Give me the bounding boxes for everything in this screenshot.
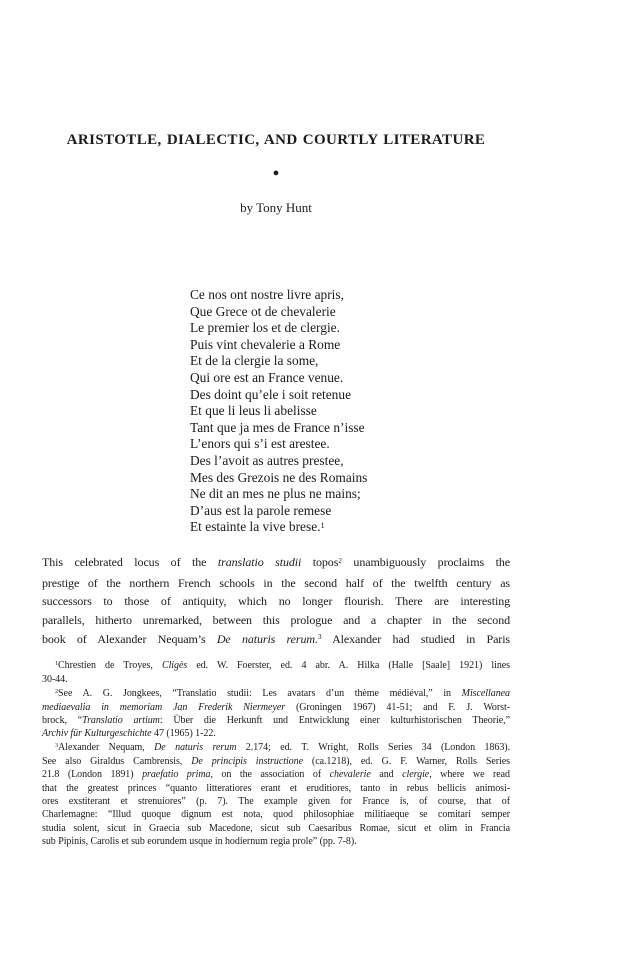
- text-segment: unambiguously proclaims the: [341, 555, 510, 569]
- text-segment: Et que li leus li abelisse: [190, 403, 317, 419]
- text-segment: Mes des Grezois ne des Romains: [190, 469, 368, 485]
- text-segment: sub Pipinis, Carolis et sub eorundem usque in hodiernum regia prole” (pp. 7-8).: [42, 835, 357, 847]
- body-text-line: [42, 553, 510, 574]
- text-segment: chevalerie: [329, 769, 371, 781]
- text-block: [42, 0, 510, 974]
- text-segment: Archiv für Kulturgeschichte: [42, 728, 152, 740]
- text-segment: clergie: [402, 769, 430, 781]
- poem-line: [190, 403, 510, 420]
- page-title: ARISTOTLE, DIALECTIC, AND COURTLY LITERATURE: [66, 132, 486, 148]
- footnote-line: [42, 659, 510, 673]
- footnote-line: [42, 741, 510, 755]
- poem-line: [190, 387, 510, 404]
- footnote-line: [42, 822, 510, 835]
- poem-line: [190, 304, 510, 321]
- text-segment: prestige of the northern French schools in the second half of the twelfth century as: [42, 575, 510, 590]
- text-segment: studia solent, sicut in Graecia sub Macedone, sicut sub Caesaribus Romae, sicut et olim in Francia: [42, 822, 510, 834]
- byline: by Tony Hunt: [240, 200, 312, 215]
- text-segment: Charlemagne: “Illud quoque dignum est nota, quod philosophiae militiaeque se comitari semper: [42, 809, 510, 821]
- text-segment: This celebrated locus of the: [42, 555, 218, 569]
- text-segment: 30-44.: [42, 674, 68, 686]
- poem-line: [190, 353, 510, 370]
- poem-line: [190, 519, 510, 538]
- text-segment: Cligès: [161, 660, 188, 671]
- poem-line: [190, 503, 510, 520]
- poem-line: [190, 420, 510, 437]
- footnote-1: [42, 659, 510, 687]
- poem-line: [190, 486, 510, 503]
- footnote-ref: 3: [55, 742, 59, 749]
- text-segment: De naturis rerum.: [216, 631, 318, 646]
- text-segment: Ne dit an mes ne plus ne mains;: [190, 486, 361, 502]
- text-segment: (ca.1218), ed. G. F. Warner, Rolls Series: [302, 756, 510, 768]
- footnote-line: [42, 782, 510, 795]
- footnote-line: [42, 795, 510, 808]
- poem-line: [190, 370, 510, 387]
- footnote-ref: 2: [55, 687, 59, 695]
- text-segment: 2.174; ed. T. Wright, Rolls Series 34 (London 1863).: [236, 741, 511, 753]
- footnote-line: [42, 701, 510, 714]
- footnote-line: [42, 673, 510, 686]
- text-segment: Miscellanea: [461, 687, 510, 699]
- poem-line: [190, 337, 510, 354]
- text-segment: and: [370, 769, 403, 781]
- text-segment: translatio studii: [217, 555, 302, 569]
- text-segment: Qui ore est an France venue.: [190, 369, 344, 385]
- text-segment: (Groningen 1967) 41-51; and F. J. Worst-: [285, 701, 510, 713]
- text-segment: , on the association of: [210, 769, 330, 781]
- footnote-line: [42, 687, 510, 701]
- footnote-2: [42, 687, 510, 741]
- text-segment: Chrestien de Troyes,: [58, 660, 162, 671]
- footnotes-block: [42, 659, 510, 848]
- poem-line: [190, 436, 510, 453]
- poem-line: [190, 287, 510, 304]
- footnote-ref: 2: [338, 555, 342, 565]
- text-segment: De principis instructione: [191, 756, 303, 768]
- text-segment: ores exstiterant et strenuiores” (p. 7). The example given for France is, of course, that of: [42, 795, 510, 807]
- text-segment: Que Grece ot de chevalerie: [190, 303, 336, 319]
- text-segment: Translatio artium: [82, 715, 160, 727]
- text-segment: Des l’avoit as autres prestee,: [190, 452, 344, 468]
- text-segment: Le premier los et de clergie.: [190, 320, 340, 336]
- footnote-ref: 3: [317, 632, 322, 642]
- footnote-line: [42, 835, 510, 848]
- text-segment: ed. W. Foerster, ed. 4 abr. A. Hilka (Halle [Saale] 1921) lines: [187, 660, 511, 671]
- text-segment: , where we read: [429, 769, 510, 781]
- text-segment: topos: [301, 555, 339, 569]
- poem-line: [190, 320, 510, 337]
- poem-line: [190, 470, 510, 487]
- text-segment: Et estainte la vive brese.: [190, 519, 321, 535]
- text-segment: Des doint qu’ele i soit retenue: [190, 386, 352, 402]
- footnote-line: [42, 714, 510, 727]
- text-segment: brock, “: [42, 715, 83, 727]
- section-separator-bullet-icon: ●: [272, 167, 280, 179]
- text-segment: 21.8 (London 1891): [42, 769, 143, 781]
- text-segment: that the greatest princes “quanto litteratiores erant et eruditiores, tanto in rebus bellicis animosi-: [42, 782, 510, 794]
- text-segment: 47 (1965) 1-22.: [151, 728, 216, 740]
- text-segment: See A. G. Jongkees, “Translatio studii: Les avatars d’un thème médiéval,” in: [58, 687, 462, 699]
- poem-block: [190, 287, 510, 538]
- text-segment: parallels, hitherto unremarked, between this prologue and a chapter in the second: [42, 613, 510, 628]
- text-segment: praefatio prima: [142, 769, 211, 781]
- text-segment: L’enors qui s’i est arestee.: [190, 436, 330, 452]
- text-segment: mediaevalia in memoriam Jan Frederik Niermeyer: [42, 701, 286, 713]
- poem-line: [190, 453, 510, 470]
- footnote-ref: 1: [320, 520, 325, 530]
- text-segment: Tant que ja mes de France n’isse: [190, 419, 365, 435]
- text-segment: Alexander had studied in Paris: [321, 631, 510, 646]
- footnote-line: [42, 727, 510, 740]
- text-segment: De naturis rerum: [154, 741, 237, 753]
- text-segment: See also Giraldus Cambrensis,: [42, 756, 192, 768]
- text-segment: Ce nos ont nostre livre apris,: [190, 287, 344, 302]
- text-segment: Puis vint chevalerie a Rome: [190, 336, 341, 352]
- body-text-line: [42, 630, 510, 651]
- footnote-line: [42, 808, 510, 821]
- text-segment: : Über die Herkunft und Entwicklung einer kulturhistorischen Theorie,”: [159, 715, 510, 727]
- text-segment: D’aus est la parole remese: [190, 502, 332, 518]
- text-segment: successors to those of antiquity, which no longer flourish. There are interesting: [42, 594, 510, 609]
- text-segment: Et de la clergie la some,: [190, 353, 319, 369]
- body-paragraph: [42, 553, 510, 651]
- body-text-line: [42, 611, 510, 630]
- body-text-line: [42, 574, 510, 593]
- text-segment: Alexander Nequam,: [58, 741, 155, 753]
- footnote-3: [42, 741, 510, 848]
- footnote-ref: 1: [55, 660, 59, 668]
- text-segment: book of Alexander Nequam’s: [42, 631, 217, 646]
- body-text-line: [42, 592, 510, 611]
- footnote-line: [42, 755, 510, 768]
- footnote-line: [42, 768, 510, 781]
